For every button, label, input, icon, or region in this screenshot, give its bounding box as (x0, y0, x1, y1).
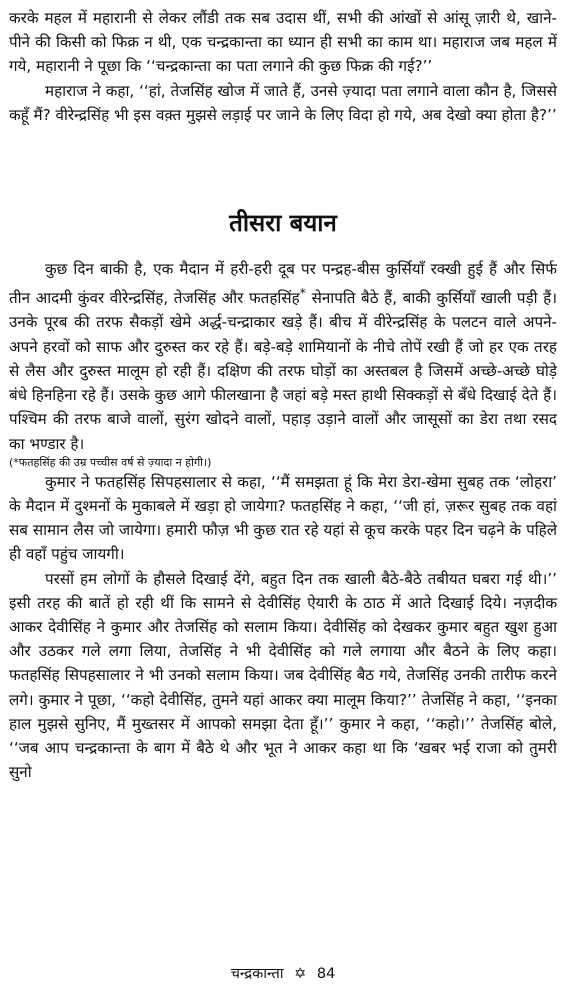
footnote-marker: * (299, 285, 306, 301)
paragraph-1: करके महल में महारानी से लेकर लौंडी तक सब उदास थीं, सभी की आंखों से आंसू ज़ारी थे, खाने-पीने की किसी को फिक्र न थी, एक चन्द्रकान्ता का ध्यान ही सभी का काम था। महाराज जब महल में गये, महारानी ने पूछा कि ‘‘चन्द्रकान्ता का पता लगाने की कुछ फिक्र की गई?’’ (9, 9, 557, 76)
footer-book-title: चन्द्रकान्ता (230, 966, 284, 982)
paragraph-3-end: सेनापति बैठे हैं, बाकी कुर्सियाँ खाली पड़ी हैं। उनके पूरब की तरफ सैकड़ों खेमे अर्द्ध-चन्द्राकार खड़े हैं। बीच में वीरेन्द्रसिंह के पलटन वाले अपने-अपने हरवों को साफ और दुरुस्त कर रहे हैं। बड़े-बड़े शामियानों के नीचे तोपें रखी हैं जो हर एक तरह से लैस और दुरुस्त मालूम हो रही हैं। दक्षिण की तरफ घोड़ों का अस्तबल है जिसमें अच्छे-अच्छे घोड़े बंधे हिनहिना रहे हैं। उसके कुछ आगे फीलखाना है जहां बड़े मस्त हाथी सिक्कड़ों से बँधे दिखाई देते हैं। पश्चिम की तरफ बाजे वालों, सुरंग खोदने वालों, पहाड़ उड़ाने वालों और जासूसों का डेरा तथा रसद का भण्डार है। (9, 289, 558, 453)
paragraph-3-start: कुछ दिन बाकी है, एक मैदान में हरी-हरी दूब पर पन्द्रह-बीस कुर्सियाँ रक्खी हुई हैं और सिर्फ तीन आदमी कुंवर वीरेन्द्रसिंह, तेजसिंह और फतहसिंह (9, 260, 557, 308)
paragraph-2: महाराज ने कहा, ‘‘हां, तेजसिंह खोज में जाते हैं, उनसे ज़्यादा पता लगाने वाला कौन है, जिससे कहूँ मैं? वीरेन्द्रसिंह भी इस वक़्त मुझसे लड़ाई पर जाने के लिए विदा हो गये, अब देखो क्या होता है?’’ (9, 81, 557, 124)
star-ornament-icon: ✡ (294, 966, 307, 982)
paragraph-5: परसों हम लोगों के हौसले दिखाई देंगे, बहुत दिन तक खाली बैठे-बैठे तबीयत घबरा गई थी।’’ इसी तरह की बातें हो रही थीं कि सामने से देवीसिंह ऐयारी के ठाठ में आते दिखाई दिये। नज़दीक आकर देवीसिंह ने कुमार और तेजसिंह को सलाम किया। देवीसिंह को देखकर कुमार बहुत खुश हुआ और उठकर गले लगा लिया, तेजसिंह ने भी देवीसिंह को गले लगाया और बैठने के लिए कहा। फतहसिंह सिपहसालार ने भी उनको सलाम किया। जब देवीसिंह बैठ गये, तेजसिंह उनकी तारीफ करने लगे। कुमार ने पूछा, ‘‘कहो देवीसिंह, तुमने यहां आकर क्या मालूम किया?’’ तेजसिंह ने कहा, ‘‘इनका हाल मुझसे सुनिए, मैं मुख्तसर में आपको समझा देता हूँ।’’ कुमार ने कहा, ‘‘कहो।’’ तेजसिंह बोले, ‘‘जब आप चन्द्रकान्ता के बाग में बैठे थे और भूत ने आकर कहा था कि ‘खबर भई राजा को तुमरी सुनो (9, 569, 557, 782)
page-body (9, 6, 557, 784)
paragraph-4: कुमार ने फतहसिंह सिपहसालार से कहा, ‘‘मैं समझता हूं कि मेरा डेरा-खेमा सुबह तक ‘लोहरा’ के मैदान में दुश्मनों के मुकाबले में खड़ा हो जायेगा? फतहसिंह ने कहा, ‘‘जी हां, ज़रूर सुबह तक वहां सब सामान लैस जो जायेगा। हमारी फौज़ भी कुछ रात रहे यहां से कूच करके पहर दिन चढ़ने के पहिले ही वहाँ पहुंच जायगी। (9, 472, 557, 564)
chapter-heading: तीसरा बयान (229, 209, 337, 238)
paragraph-3 (9, 257, 557, 456)
page-footer (0, 964, 566, 984)
footnote: (*फतहसिंह की उम्र पच्चीस वर्ष से ज़्यादा न होगी।) (9, 455, 212, 469)
page-number: 84 (316, 966, 336, 982)
